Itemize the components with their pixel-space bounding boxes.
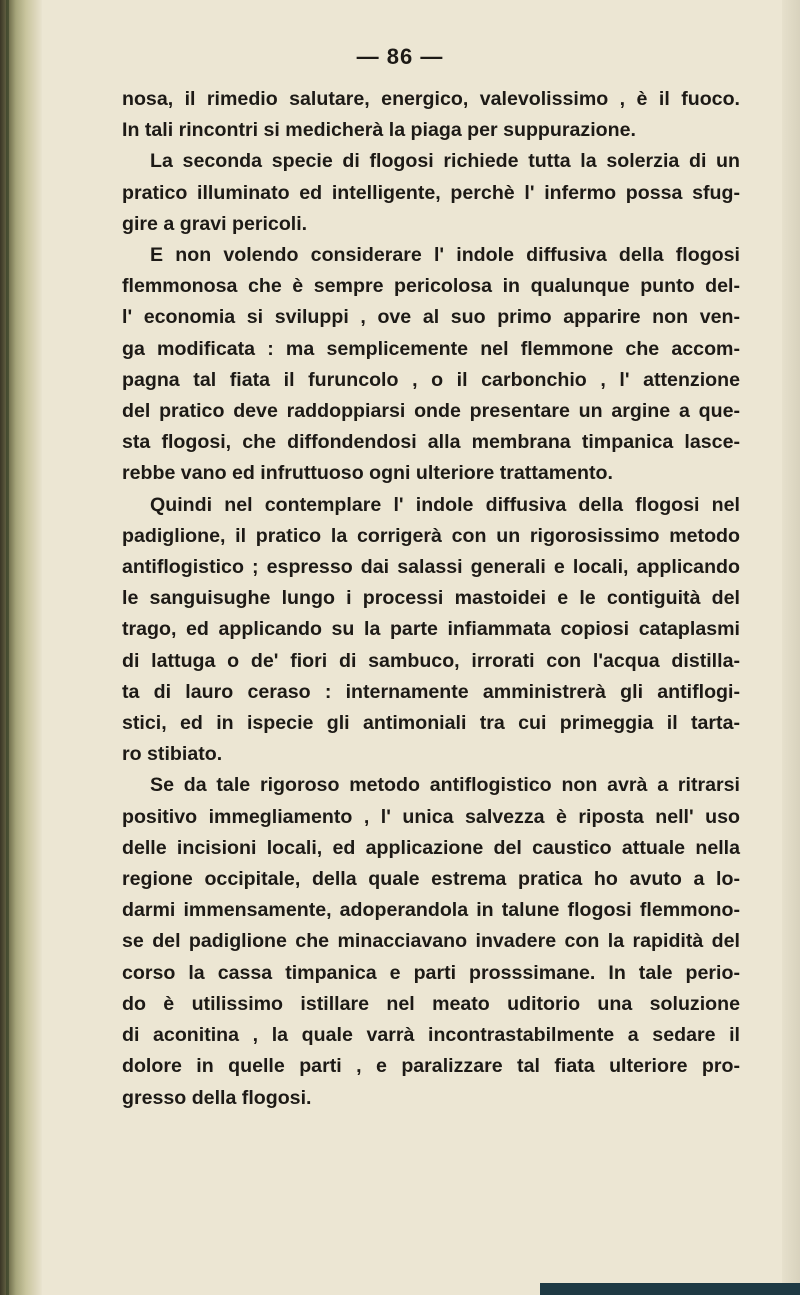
text-line: In tali rincontri si medicherà la piaga per suppurazione. [122,119,636,142]
text-line: sta flogosi, che diffondendosi alla membrana timpanica lasce- [122,431,740,454]
text-line: positivo immegliamento , l' unica salvezza è riposta nell' uso [122,805,740,828]
text-line: le sanguisughe lungo i processi mastoidei e le contiguità del [122,587,740,610]
text-line: ta di lauro ceraso : internamente amministrerà gli antiflogi- [122,680,740,703]
text-line: ga modificata : ma semplicemente nel flemmone che accom- [122,337,740,360]
text-line: di lattuga o de' fiori di sambuco, irrorati con l'acqua distilla- [122,649,740,672]
text-line: flemmonosa che è sempre pericolosa in qualunque punto del- [122,275,740,298]
page-edge [782,0,800,1295]
text-line: pagna tal fiata il furuncolo , o il carbonchio , l' attenzione [122,368,740,391]
text-line: se del padiglione che minacciavano invadere con la rapidità del [122,930,740,953]
text-line: trago, ed applicando su la parte infiammata copiosi cataplasmi [122,618,740,641]
text-line: nosa, il rimedio salutare, energico, valevolissimo , è il fuoco. [122,88,740,110]
text-line: ro stibiato. [122,743,223,766]
text-line: gire a gravi pericoli. [122,212,308,235]
text-line: darmi immensamente, adoperandola in talune flogosi flemmono- [122,899,740,922]
text-line: rebbe vano ed infruttuoso ogni ulteriore trattamento. [122,462,613,485]
page-number-header: — 86 — [356,44,444,69]
text-line: gresso della flogosi. [122,1086,312,1109]
text-line: Se da tale rigoroso metodo antiflogistico non avrà a ritrarsi [150,774,740,797]
text-line: pratico illuminato ed intelligente, perchè l' infermo possa sfug- [122,181,740,204]
text-line: regione occipitale, della quale estrema pratica ho avuto a lo- [122,868,740,891]
text-line: corso la cassa timpanica e parti prosssimane. In tale perio- [122,961,740,984]
text-line: La seconda specie di flogosi richiede tutta la solerzia di un [150,150,740,173]
body-text [122,84,740,1114]
text-line: stici, ed in ispecie gli antimoniali tra cui primeggia il tarta- [122,712,740,735]
text-line: Quindi nel contemplare l' indole diffusiva della flogosi nel [150,493,740,516]
text-line: del pratico deve raddoppiarsi onde presentare un argine a que- [122,400,740,423]
text-line: do è utilissimo istillare nel meato uditorio una soluzione [122,992,740,1015]
text-line: padiglione, il pratico la corrigerà con un rigorosissimo metodo [122,524,740,547]
text-line: di aconitina , la quale varrà incontrastabilmente a sedare il [122,1024,740,1047]
scan-edge-bar [540,1283,800,1295]
text-line: dolore in quelle parti , e paralizzare tal fiata ulteriore pro- [122,1055,740,1078]
text-line: E non volendo considerare l' indole diffusiva della flogosi [150,244,740,267]
text-line: l' economia si sviluppi , ove al suo primo apparire non ven- [122,306,740,329]
text-line: delle incisioni locali, ed applicazione del caustico attuale nella [122,836,740,859]
text-line: antiflogistico ; espresso dai salassi generali e locali, applicando [122,556,740,579]
binding-edge [6,0,9,1295]
